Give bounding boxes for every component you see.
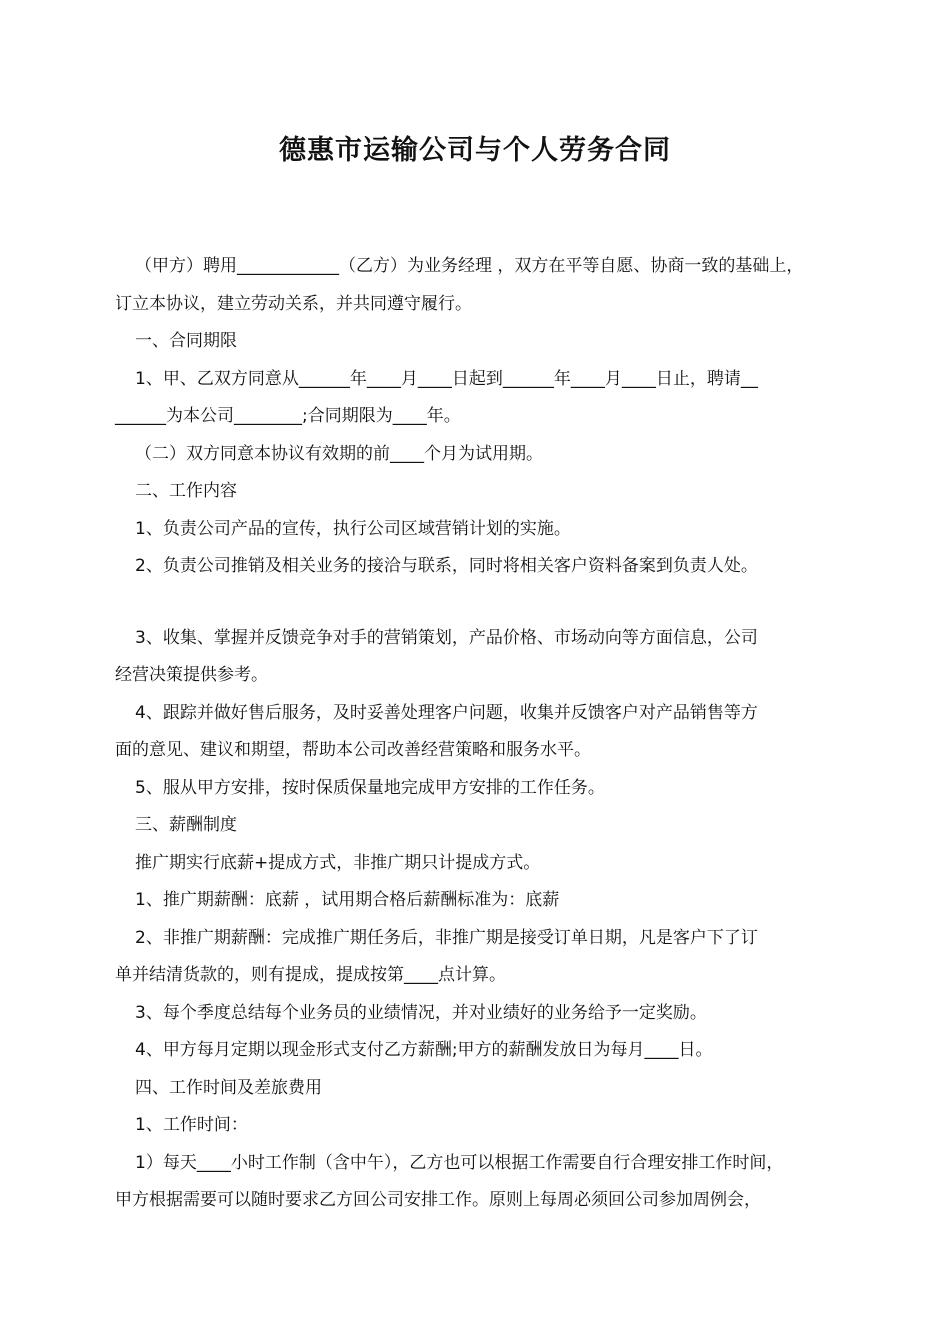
section-heading: 三、薪酬制度 [135,815,237,835]
paragraph-line: 面的意见、建议和期望，帮助本公司改善经营策略和服务水平。 [115,740,591,760]
paragraph-line: 1、甲、乙双方同意从______年____月____日起到______年____月____日止，聘请__ [135,368,758,389]
document-title: 德惠市运输公司与个人劳务合同 [279,135,671,166]
paragraph-line: 订立本协议，建立劳动关系，并共同遵守履行。 [115,293,472,314]
paragraph-line: （甲方）聘用____________（乙方）为业务经理 ，双方在平等自愿、协商一致的基础上， [135,256,804,276]
paragraph-line: 4、甲方每月定期以现金形式支付乙方薪酬;甲方的薪酬发放日为每月____日。 [135,1040,713,1060]
paragraph-line: 1、推广期薪酬：底薪 ，试用期合格后薪酬标准为：底薪 [135,890,560,910]
paragraph-line: 3、收集、掌握并反馈竞争对手的营销策划，产品价格、市场动向等方面信息，公司 [135,627,758,648]
paragraph-line: 2、非推广期薪酬：完成推广期任务后，非推广期是接受订单日期，凡是客户下了订 [135,927,758,948]
paragraph-line: 甲方根据需要可以随时要求乙方回公司安排工作。原则上每周必须回公司参加周例会， [115,1190,761,1210]
paragraph-line: ______为本公司________;合同期限为____年。 [115,406,461,426]
paragraph-line: 单并结清货款的，则有提成，提成按第____点计算。 [115,965,506,985]
paragraph-line: 推广期实行底薪+提成方式，非推广期只计提成方式。 [135,852,541,873]
paragraph-line: 4、跟踪并做好售后服务，及时妥善处理客户问题，收集并反馈客户对产品销售等方 [135,702,758,723]
paragraph-line: 1）每天____小时工作制（含中午），乙方也可以根据工作需要自行合理安排工作时间， [135,1152,784,1173]
paragraph-spacer [115,586,837,620]
paragraph-line: 1、工作时间： [135,1115,248,1135]
paragraph-line: 2、负责公司推销及相关业务的接洽与联系，同时将相关客户资料备案到负责人处。 [135,556,758,576]
section-heading: 一、合同期限 [135,331,237,351]
document-body [115,248,837,1220]
paragraph-line: 3、每个季度总结每个业务员的业绩情况，并对业绩好的业务给予一定奖励。 [135,1002,707,1023]
section-heading: 二、工作内容 [135,481,237,501]
paragraph-line: 5、服从甲方安排，按时保质保量地完成甲方安排的工作任务。 [135,777,605,798]
paragraph-line: 1、负责公司产品的宣传，执行公司区域营销计划的实施。 [135,518,571,539]
paragraph-line: （二）双方同意本协议有效期的前____个月为试用期。 [135,443,543,464]
paragraph-line: 经营决策提供参考。 [115,665,268,685]
section-heading: 四、工作时间及差旅费用 [135,1077,322,1098]
